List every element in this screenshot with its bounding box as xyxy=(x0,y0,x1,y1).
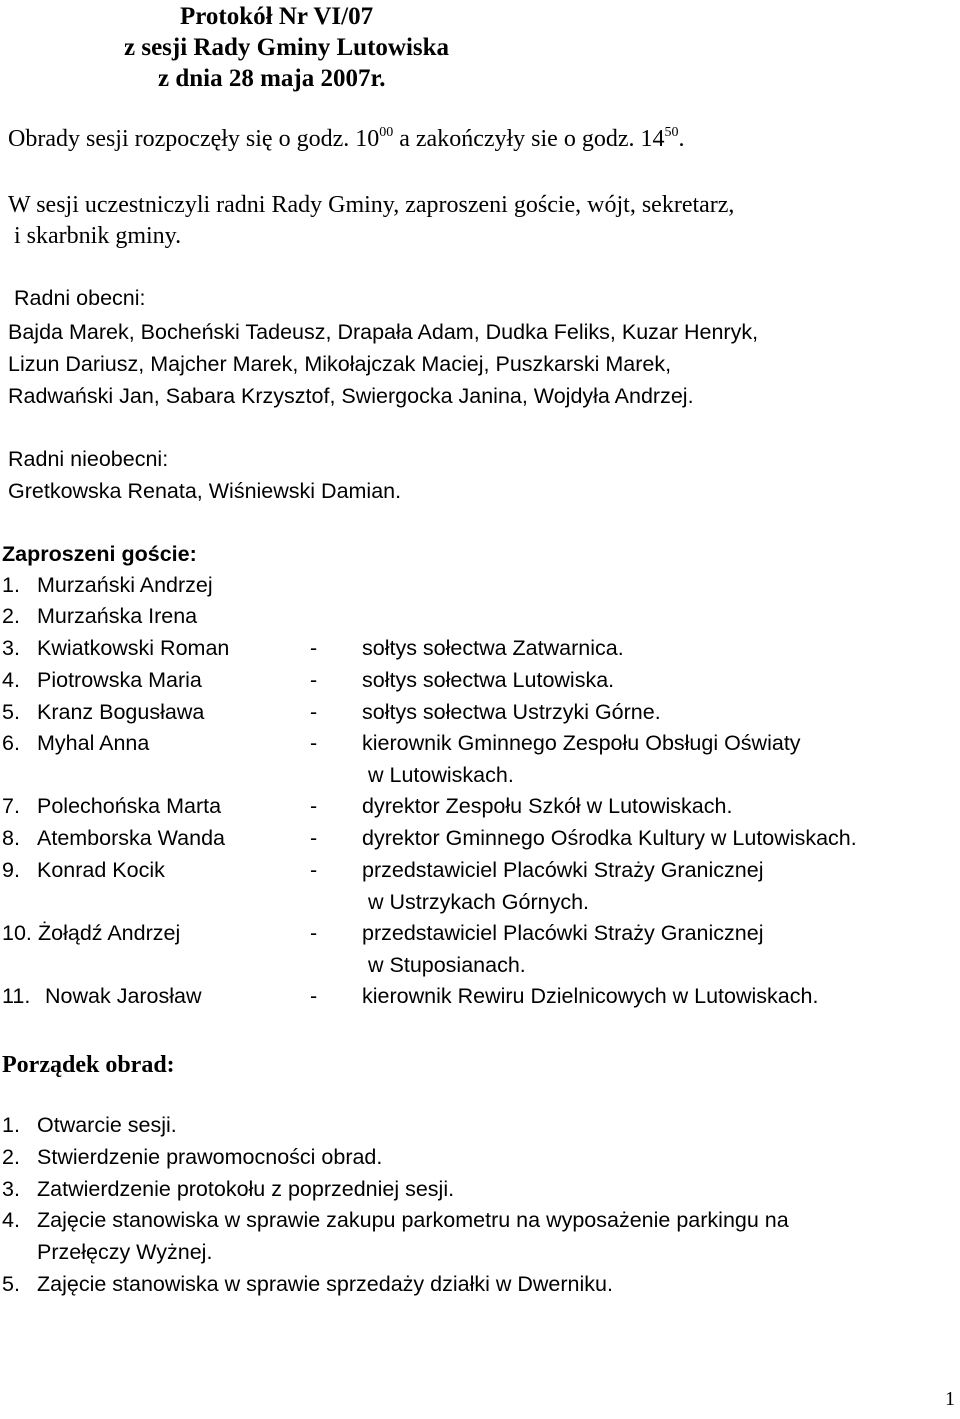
guest-name: Myhal Anna xyxy=(37,731,150,755)
guest-dash: - xyxy=(310,794,318,818)
agenda-item-number: 2. xyxy=(2,1145,20,1169)
guest-name: Murzańska Irena xyxy=(37,604,198,628)
absent-line-1: Gretkowska Renata, Wiśniewski Damian. xyxy=(8,479,402,503)
guest-role: sołtys sołectwa Ustrzyki Górne. xyxy=(362,700,661,724)
guest-name: Atemborska Wanda xyxy=(37,826,226,850)
guest-number: 7. xyxy=(2,794,20,818)
guest-role-continued: w Stuposianach. xyxy=(368,953,526,977)
session-time-after: . xyxy=(678,126,685,152)
present-heading: Radni obecni: xyxy=(14,286,146,310)
guest-number: 1. xyxy=(2,573,20,597)
guests-heading: Zaproszeni goście: xyxy=(2,542,197,566)
guest-name: Żołądź Andrzej xyxy=(38,921,181,945)
guest-number: 8. xyxy=(2,826,20,850)
session-start-minutes: 00 xyxy=(379,125,394,140)
session-end-minutes: 50 xyxy=(664,125,679,140)
guest-dash: - xyxy=(310,731,318,755)
guest-name: Nowak Jarosław xyxy=(45,984,202,1008)
guest-dash: - xyxy=(310,636,318,660)
guest-role-continued: w Ustrzykach Górnych. xyxy=(368,890,590,914)
guest-role: dyrektor Gminnego Ośrodka Kultury w Lutowiskach. xyxy=(362,826,857,850)
agenda-item-text: Stwierdzenie prawomocności obrad. xyxy=(37,1145,383,1169)
guest-number: 6. xyxy=(2,731,20,755)
agenda-item-number: 3. xyxy=(2,1177,20,1201)
session-time-before: Obrady sesji rozpoczęły się o godz. 10 xyxy=(8,126,380,152)
agenda-item-text: Otwarcie sesji. xyxy=(37,1113,177,1137)
title-line-1: Protokół Nr VI/07 xyxy=(180,3,374,30)
guest-name: Piotrowska Maria xyxy=(37,668,202,692)
guest-dash: - xyxy=(310,858,318,882)
guest-number: 3. xyxy=(2,636,20,660)
title-line-3: z dnia 28 maja 2007r. xyxy=(158,65,386,92)
agenda-heading: Porządek obrad: xyxy=(2,1052,175,1078)
agenda-item-number: 5. xyxy=(2,1272,20,1296)
present-line-1: Bajda Marek, Bocheński Tadeusz, Drapała Adam, Dudka Feliks, Kuzar Henryk, xyxy=(8,320,759,344)
guest-number: 11. xyxy=(2,984,31,1008)
title-line-2: z sesji Rady Gminy Lutowiska xyxy=(124,34,450,61)
guest-number: 9. xyxy=(2,858,20,882)
guest-number: 5. xyxy=(2,700,20,724)
guest-role: przedstawiciel Placówki Straży Granicznej xyxy=(362,921,764,945)
guest-number: 10. xyxy=(2,921,32,945)
participants-line-1: W sesji uczestniczyli radni Rady Gminy, zaproszeni goście, wójt, sekretarz, xyxy=(8,192,735,218)
participants-line-2: i skarbnik gminy. xyxy=(14,223,182,249)
agenda-item-number: 4. xyxy=(2,1208,20,1232)
guest-name: Polechońska Marta xyxy=(37,794,222,818)
guest-number: 4. xyxy=(2,668,20,692)
session-time xyxy=(8,127,684,151)
guest-number: 2. xyxy=(2,604,20,628)
agenda-item-number: 1. xyxy=(2,1113,20,1137)
guest-role: dyrektor Zespołu Szkół w Lutowiskach. xyxy=(362,794,733,818)
guest-role: kierownik Rewiru Dzielnicowych w Lutowiskach. xyxy=(362,984,819,1008)
present-line-3: Radwański Jan, Sabara Krzysztof, Swiergocka Janina, Wojdyła Andrzej. xyxy=(8,384,694,408)
absent-heading: Radni nieobecni: xyxy=(8,447,169,471)
guest-dash: - xyxy=(310,921,318,945)
guest-name: Kranz Bogusława xyxy=(37,700,205,724)
guest-dash: - xyxy=(310,668,318,692)
guest-role: kierownik Gminnego Zespołu Obsługi Oświaty xyxy=(362,731,801,755)
guest-dash: - xyxy=(310,826,318,850)
agenda-item-text: Zajęcie stanowiska w sprawie sprzedaży działki w Dwerniku. xyxy=(37,1272,613,1296)
page-number: 1 xyxy=(945,1388,955,1410)
agenda-item-text: Zajęcie stanowiska w sprawie zakupu parkometru na wyposażenie parkingu na xyxy=(37,1208,789,1232)
guest-dash: - xyxy=(310,700,318,724)
guest-role-continued: w Lutowiskach. xyxy=(368,763,514,787)
guest-name: Konrad Kocik xyxy=(37,858,165,882)
present-line-2: Lizun Dariusz, Majcher Marek, Mikołajczak Maciej, Puszkarski Marek, xyxy=(8,352,672,376)
agenda-item-text-continued: Przełęczy Wyżnej. xyxy=(37,1240,213,1264)
agenda-item-text: Zatwierdzenie protokołu z poprzedniej sesji. xyxy=(37,1177,455,1201)
guest-role: sołtys sołectwa Zatwarnica. xyxy=(362,636,624,660)
guest-role: sołtys sołectwa Lutowiska. xyxy=(362,668,615,692)
session-time-middle: a zakończyły sie o godz. 14 xyxy=(393,126,665,152)
guest-name: Murzański Andrzej xyxy=(37,573,213,597)
guest-name: Kwiatkowski Roman xyxy=(37,636,230,660)
guest-dash: - xyxy=(310,984,318,1008)
guest-role: przedstawiciel Placówki Straży Granicznej xyxy=(362,858,764,882)
